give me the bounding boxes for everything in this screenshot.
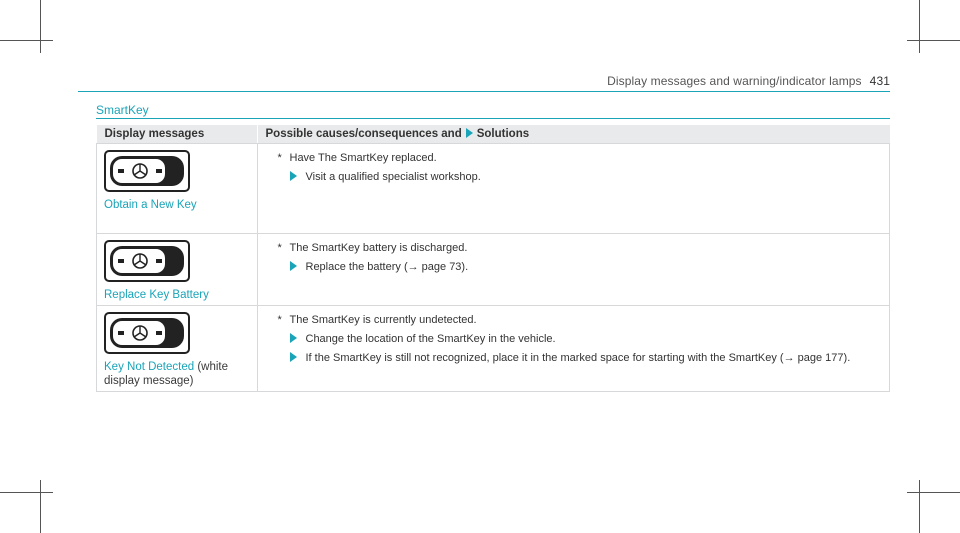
- cause-text: * The SmartKey is currently undetected.: [277, 314, 477, 326]
- col-causes-label: Possible causes/consequences and: [265, 128, 462, 140]
- running-header-title: Display messages and warning/indicator lamps: [607, 74, 862, 88]
- section-rule: [96, 118, 890, 119]
- col-causes-solutions: [257, 125, 890, 144]
- solution-step: Visit a qualified specialist workshop.: [290, 171, 890, 183]
- smartkey-display-icon: [104, 150, 190, 192]
- crop-mark: [0, 40, 53, 41]
- header-rule: [78, 91, 890, 92]
- col-display-messages: Display messages: [97, 125, 258, 144]
- display-message-text: Obtain a New Key: [104, 199, 197, 211]
- table-row: [97, 144, 890, 234]
- solution-step: Change the location of the SmartKey in the vehicle.: [290, 333, 890, 345]
- table-header-row: [97, 125, 890, 144]
- display-messages-table: [96, 125, 890, 392]
- page-number: 431: [869, 74, 890, 88]
- triangle-right-icon: [290, 333, 297, 343]
- col-solutions-label: Solutions: [476, 128, 530, 140]
- triangle-right-icon: [290, 352, 297, 362]
- cause-text: * Have The SmartKey replaced.: [277, 152, 437, 164]
- solution-step: If the SmartKey is still not recognized, place it in the marked space for starting with the SmartKey (→ page 177).: [290, 352, 890, 364]
- crop-mark: [907, 40, 960, 41]
- display-message-note: (white display message): [104, 361, 229, 387]
- crop-mark: [919, 480, 920, 533]
- triangle-right-icon: [466, 128, 473, 138]
- smartkey-display-icon: [104, 312, 190, 354]
- cause-text: * The SmartKey battery is discharged.: [277, 242, 468, 254]
- crop-mark: [40, 0, 41, 53]
- triangle-right-icon: [290, 171, 297, 181]
- triangle-right-icon: [290, 261, 297, 271]
- crop-mark: [40, 480, 41, 533]
- crop-mark: [907, 492, 960, 493]
- display-message-text: Key Not Detected: [104, 361, 195, 373]
- table-row: [97, 306, 890, 392]
- causes-cell: [257, 144, 890, 234]
- display-message-text: Replace Key Battery: [104, 289, 209, 301]
- display-message-cell: [97, 144, 258, 234]
- solution-step: Replace the battery (→ page 73).: [290, 261, 890, 273]
- display-message-cell: [97, 306, 258, 392]
- crop-mark: [0, 492, 53, 493]
- smartkey-display-icon: [104, 240, 190, 282]
- display-message-cell: [97, 234, 258, 306]
- running-header: [607, 74, 890, 88]
- causes-cell: [257, 306, 890, 392]
- table-row: [97, 234, 890, 306]
- crop-mark: [919, 0, 920, 53]
- causes-cell: [257, 234, 890, 306]
- section-title: SmartKey: [96, 103, 149, 117]
